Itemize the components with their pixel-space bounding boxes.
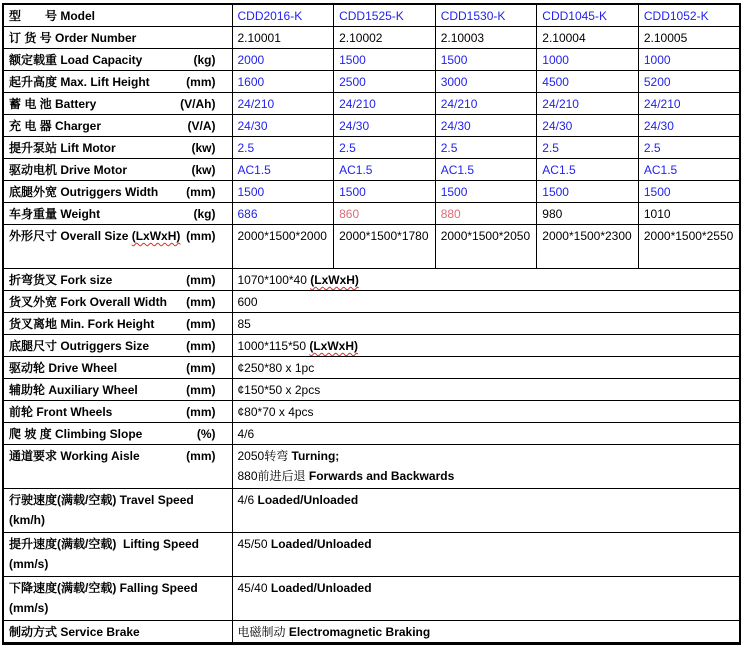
value-cell-merged (232, 533, 740, 577)
value-cell: 24/30 (334, 115, 436, 137)
value-line (238, 446, 736, 466)
value-cell-merged (232, 489, 740, 533)
value-cell: 686 (232, 203, 334, 225)
value-cell: 24/30 (638, 115, 740, 137)
row-label-text (9, 116, 101, 136)
row-label-text (9, 490, 194, 510)
unit-label: (kw) (191, 141, 216, 155)
unit-label: (mm) (186, 317, 216, 331)
row-label-text (9, 534, 199, 554)
row-label-text (9, 94, 96, 114)
row-label-text (9, 578, 198, 598)
row-label-text (9, 204, 100, 224)
row-label (3, 621, 232, 644)
value-cell: 2.5 (638, 137, 740, 159)
value-cell: 2.10005 (638, 27, 740, 49)
text-segment: 电磁制动 (237, 625, 289, 639)
value-cell: 1500 (435, 181, 537, 203)
unit-label-line2: (km/h) (9, 513, 45, 527)
text-segment: 880前进后退 (237, 469, 309, 483)
value-cell: 1500 (334, 181, 436, 203)
value-line (238, 292, 736, 312)
row-label-text (9, 6, 95, 26)
value-cell-merged (232, 445, 740, 489)
text-segment: 45/40 (237, 581, 271, 595)
text-segment: 行驶速度(满载/空载) (9, 493, 120, 507)
unit-label: (mm) (186, 229, 216, 243)
value-cell: 860 (334, 203, 436, 225)
value-cell: 1000 (638, 49, 740, 71)
value-cell: 1010 (638, 203, 740, 225)
text-segment: 蓄 电 池 Battery (9, 97, 97, 111)
text-segment: 600 (237, 295, 258, 309)
unit-label: (mm) (186, 75, 216, 89)
value-cell: AC1.5 (435, 159, 537, 181)
text-segment: 1000*115*50 (237, 339, 310, 353)
table-row (3, 291, 740, 313)
value-cell: 2.5 (232, 137, 334, 159)
row-label-text (9, 138, 116, 158)
table-row (3, 4, 740, 27)
value-line (238, 534, 736, 554)
value-line (238, 336, 736, 356)
row-label (3, 445, 232, 489)
text-segment: 爬 坡 度 Climbing Slope (9, 427, 143, 441)
row-label-text (9, 402, 112, 422)
text-segment: 4/6 (237, 493, 258, 507)
table-row (3, 27, 740, 49)
value-cell: 2.5 (435, 137, 537, 159)
row-label (3, 137, 232, 159)
value-cell: CDD1045-K (537, 4, 639, 27)
text-segment: 订 货 号 Order Number (9, 31, 137, 45)
unit-label: (mm) (186, 185, 216, 199)
row-label (3, 49, 232, 71)
value-line (238, 380, 736, 400)
text-segment: Travel Speed (119, 493, 194, 507)
row-label (3, 313, 232, 335)
value-line (238, 314, 736, 334)
unit-label: (mm) (186, 339, 216, 353)
row-label (3, 291, 232, 313)
table-row (3, 71, 740, 93)
text-segment: Loaded/Unloaded (257, 493, 359, 507)
text-segment: Falling Speed (119, 581, 198, 595)
value-cell-merged (232, 269, 740, 291)
value-cell-merged (232, 401, 740, 423)
text-segment: Lifting Speed (123, 537, 199, 551)
unit-label: (mm) (186, 449, 216, 463)
value-cell: 1500 (638, 181, 740, 203)
value-cell: 980 (537, 203, 639, 225)
table-row (3, 577, 740, 621)
row-label (3, 225, 232, 269)
value-cell: 24/210 (638, 93, 740, 115)
table-row (3, 269, 740, 291)
table-row (3, 203, 740, 225)
value-cell: 2.5 (334, 137, 436, 159)
value-cell: AC1.5 (537, 159, 639, 181)
value-cell: 24/30 (435, 115, 537, 137)
value-cell: 1500 (435, 49, 537, 71)
table-row (3, 489, 740, 533)
value-cell: AC1.5 (638, 159, 740, 181)
row-label-text (9, 182, 158, 202)
text-segment: Loaded/Unloaded (270, 581, 372, 595)
value-cell: 24/30 (232, 115, 334, 137)
row-label-text (9, 270, 112, 290)
value-cell: 2000 (232, 49, 334, 71)
text-segment: 外形尺寸 Overall Size (9, 229, 132, 243)
value-cell: 2.5 (537, 137, 639, 159)
row-label-text (9, 292, 167, 312)
value-line (238, 270, 736, 290)
spec-table-body (3, 4, 740, 644)
table-row (3, 335, 740, 357)
table-row (3, 93, 740, 115)
unit-label: (mm) (186, 361, 216, 375)
value-cell-merged (232, 357, 740, 379)
value-cell: 1500 (232, 181, 334, 203)
text-segment: 车身重量 Weight (9, 207, 101, 221)
unit-label: (mm) (186, 383, 216, 397)
value-cell: 2.10003 (435, 27, 537, 49)
text-segment: 货叉离地 Min. Fork Height (9, 317, 155, 331)
text-segment: 下降速度(满载/空载) (9, 581, 120, 595)
text-segment: Turning; (291, 449, 340, 463)
table-row (3, 49, 740, 71)
value-cell: 4500 (537, 71, 639, 93)
text-segment: 折弯货叉 Fork size (9, 273, 113, 287)
value-line (238, 490, 736, 510)
table-row (3, 181, 740, 203)
table-row (3, 313, 740, 335)
text-segment: ¢150*50 x 2pcs (237, 383, 321, 397)
row-label (3, 401, 232, 423)
row-label-text (9, 446, 140, 466)
row-label-text (9, 622, 140, 642)
text-segment: 型 号 Model (9, 9, 95, 23)
row-label (3, 379, 232, 401)
row-label-text (9, 314, 154, 334)
row-label-text (9, 336, 149, 356)
text-segment: 通道要求 Working Aisle (9, 449, 140, 463)
value-cell-merged (232, 621, 740, 644)
row-label-text (9, 380, 138, 400)
value-cell: 3000 (435, 71, 537, 93)
table-row (3, 401, 740, 423)
value-cell: 880 (435, 203, 537, 225)
row-label (3, 533, 232, 577)
row-label (3, 423, 232, 445)
value-cell: CDD1052-K (638, 4, 740, 27)
value-cell: 2000*1500*2050 (435, 225, 537, 269)
text-segment: 起升高度 Max. Lift Height (9, 75, 150, 89)
text-segment: 4/6 (237, 427, 255, 441)
text-segment: 45/50 (237, 537, 271, 551)
text-segment: 底腿尺寸 Outriggers Size (9, 339, 150, 353)
table-row (3, 423, 740, 445)
row-label-text (9, 424, 142, 444)
value-cell: 5200 (638, 71, 740, 93)
text-segment: ¢80*70 x 4pcs (237, 405, 314, 419)
unit-label-line2: (mm/s) (9, 557, 49, 571)
row-label (3, 357, 232, 379)
text-segment: 提升泵站 Lift Motor (9, 141, 116, 155)
text-segment: 85 (237, 317, 251, 331)
row-label (3, 4, 232, 27)
value-cell-merged (232, 291, 740, 313)
value-cell: CDD2016-K (232, 4, 334, 27)
value-cell-merged (232, 335, 740, 357)
value-cell-merged (232, 423, 740, 445)
value-cell-merged (232, 577, 740, 621)
value-line (238, 358, 736, 378)
text-segment: 货叉外宽 Fork Overall Width (9, 295, 167, 309)
value-cell: 2500 (334, 71, 436, 93)
table-row (3, 357, 740, 379)
text-segment: 驱动电机 Drive Motor (9, 163, 128, 177)
value-cell: 24/210 (334, 93, 436, 115)
value-line (238, 622, 736, 642)
row-label (3, 115, 232, 137)
table-row (3, 159, 740, 181)
table-row (3, 115, 740, 137)
table-row (3, 225, 740, 269)
value-cell: 2000*1500*2000 (232, 225, 334, 269)
row-label (3, 71, 232, 93)
unit-label: (kg) (193, 53, 216, 67)
text-segment: 辅助轮 Auxiliary Wheel (9, 383, 138, 397)
value-cell: 2.10004 (537, 27, 639, 49)
row-label (3, 27, 232, 49)
table-row (3, 445, 740, 489)
spec-table (2, 3, 741, 645)
row-label-text (9, 50, 142, 70)
value-cell: 1500 (537, 181, 639, 203)
text-segment: 充 电 器 Charger (9, 119, 102, 133)
text-segment: Forwards and Backwards (308, 469, 455, 483)
value-cell: CDD1530-K (435, 4, 537, 27)
row-label (3, 159, 232, 181)
unit-label: (kg) (193, 207, 216, 221)
text-segment: 1070*100*40 (237, 273, 311, 287)
unit-label: (kw) (191, 163, 216, 177)
value-cell: AC1.5 (334, 159, 436, 181)
value-cell: 24/30 (537, 115, 639, 137)
text-segment: Electromagnetic Braking (288, 625, 431, 639)
value-cell: 2000*1500*1780 (334, 225, 436, 269)
row-label-text (9, 226, 180, 246)
value-line (238, 402, 736, 422)
row-label (3, 269, 232, 291)
value-line (238, 466, 736, 486)
text-segment: 额定载重 Load Capacity (9, 53, 143, 67)
unit-label: (V/A) (187, 119, 216, 133)
table-row (3, 621, 740, 644)
value-cell: 2.10002 (334, 27, 436, 49)
value-cell: 1000 (537, 49, 639, 71)
row-label-text (9, 358, 117, 378)
value-cell: 2000*1500*2550 (638, 225, 740, 269)
value-cell: 24/210 (232, 93, 334, 115)
value-cell-merged (232, 379, 740, 401)
value-line (238, 578, 736, 598)
text-segment: ¢250*80 x 1pc (237, 361, 315, 375)
text-segment: 制动方式 Service Brake (9, 625, 140, 639)
value-cell: 2000*1500*2300 (537, 225, 639, 269)
value-cell: AC1.5 (232, 159, 334, 181)
text-segment: 底腿外宽 Outriggers Width (9, 185, 159, 199)
spellcheck-wavy-text: (LxWxH) (309, 339, 359, 353)
text-segment: 前轮 Front Wheels (9, 405, 113, 419)
value-cell: 24/210 (537, 93, 639, 115)
text-segment: 驱动轮 Drive Wheel (9, 361, 118, 375)
unit-label: (mm) (186, 273, 216, 287)
row-label (3, 181, 232, 203)
row-label (3, 203, 232, 225)
row-label-text (9, 28, 136, 48)
row-label (3, 93, 232, 115)
unit-label-line2: (mm/s) (9, 601, 49, 615)
spellcheck-wavy-text: (LxWxH) (310, 273, 359, 287)
value-cell: 2.10001 (232, 27, 334, 49)
table-row (3, 379, 740, 401)
value-line (238, 424, 736, 444)
row-label-text (9, 72, 150, 92)
value-cell: 24/210 (435, 93, 537, 115)
text-segment: 2050转弯 (237, 449, 292, 463)
value-cell-merged (232, 313, 740, 335)
unit-label: (%) (196, 427, 216, 441)
table-row (3, 533, 740, 577)
row-label (3, 489, 232, 533)
value-cell: 1500 (334, 49, 436, 71)
row-label-text (9, 160, 127, 180)
spellcheck-wavy-text: (LxWxH) (131, 229, 181, 243)
text-segment: Loaded/Unloaded (270, 537, 372, 551)
unit-label: (V/Ah) (180, 97, 216, 111)
unit-label: (mm) (186, 405, 216, 419)
row-label (3, 577, 232, 621)
row-label (3, 335, 232, 357)
value-cell: 1600 (232, 71, 334, 93)
unit-label: (mm) (186, 295, 216, 309)
table-row (3, 137, 740, 159)
value-cell: CDD1525-K (334, 4, 436, 27)
text-segment: 提升速度(满载/空载) (9, 537, 123, 551)
